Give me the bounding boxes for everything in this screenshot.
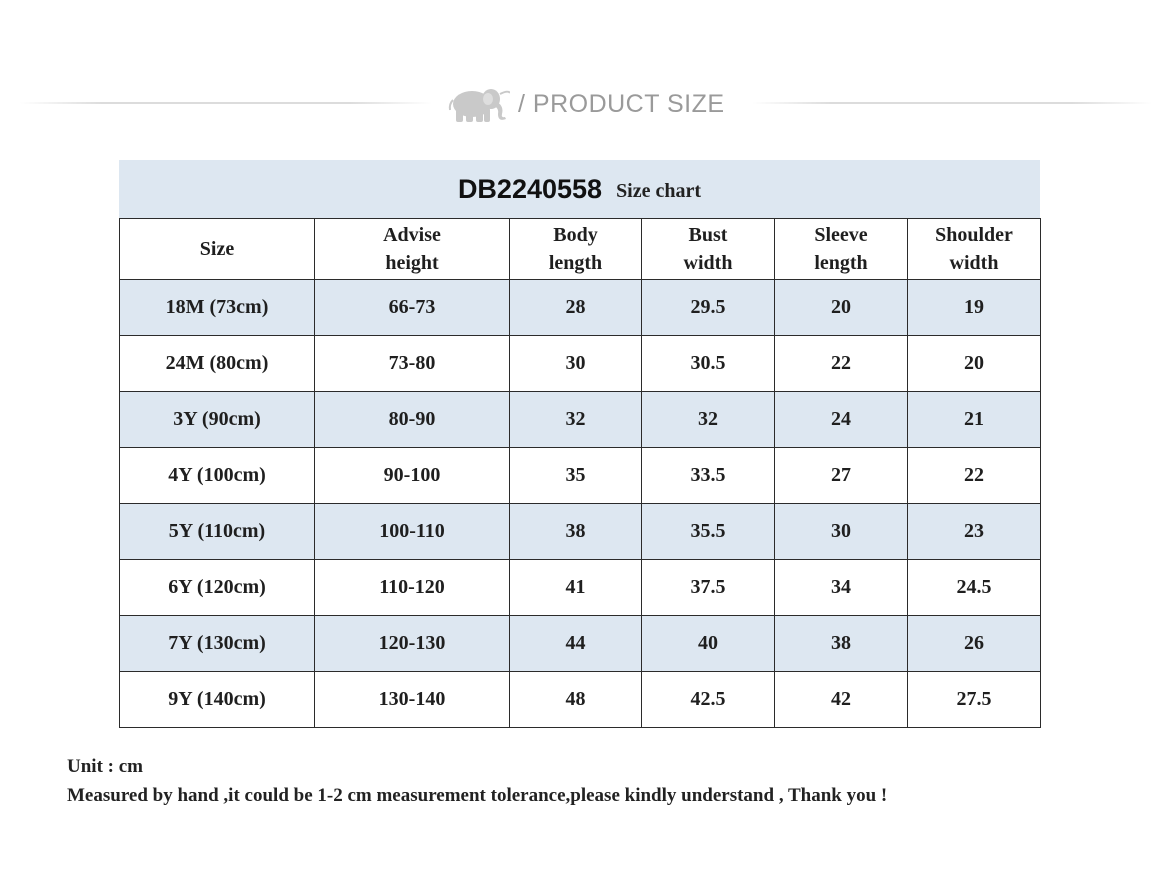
table-cell: 42.5 <box>642 672 775 728</box>
table-cell: 44 <box>510 616 642 672</box>
table-row <box>120 336 1041 392</box>
table-cell: 29.5 <box>642 280 775 336</box>
table-cell: 35 <box>510 448 642 504</box>
column-header: Body length <box>510 219 642 280</box>
table-cell: 110-120 <box>315 560 510 616</box>
table-cell: 130-140 <box>315 672 510 728</box>
table-cell: 27.5 <box>908 672 1041 728</box>
table-row <box>120 448 1041 504</box>
size-chart-label: Size chart <box>616 179 702 202</box>
table-cell: 37.5 <box>642 560 775 616</box>
table-cell: 4Y (100cm) <box>120 448 315 504</box>
table-cell: 38 <box>510 504 642 560</box>
table-row <box>120 616 1041 672</box>
table-row <box>120 504 1041 560</box>
table-cell: 120-130 <box>315 616 510 672</box>
table-row <box>120 392 1041 448</box>
table-cell: 30.5 <box>642 336 775 392</box>
table-cell: 24 <box>775 392 908 448</box>
table-cell: 22 <box>775 336 908 392</box>
header-rule-left <box>20 102 432 104</box>
table-cell: 90-100 <box>315 448 510 504</box>
table-cell: 30 <box>775 504 908 560</box>
product-size-title: / PRODUCT SIZE <box>518 89 725 118</box>
model-number: DB2240558 <box>457 173 603 204</box>
table-cell: 27 <box>775 448 908 504</box>
table-row <box>120 280 1041 336</box>
section-header <box>0 78 1170 128</box>
table-cell: 34 <box>775 560 908 616</box>
elephant-icon <box>444 84 510 124</box>
table-cell: 20 <box>908 336 1041 392</box>
table-row <box>120 560 1041 616</box>
table-cell: 42 <box>775 672 908 728</box>
column-header: Size <box>120 219 315 280</box>
header-rule-right <box>752 102 1152 104</box>
unit-note: Unit : cm <box>67 756 143 777</box>
table-cell: 38 <box>775 616 908 672</box>
table-cell: 41 <box>510 560 642 616</box>
measurement-notes <box>67 752 887 810</box>
header-brand <box>444 84 725 124</box>
tolerance-note: Measured by hand ,it could be 1-2 cm measurement tolerance,please kindly understand , Thank you ! <box>67 785 888 806</box>
column-header: Advise height <box>315 219 510 280</box>
table-cell: 24M (80cm) <box>120 336 315 392</box>
size-table <box>119 218 1041 728</box>
table-cell: 19 <box>908 280 1041 336</box>
table-cell: 24.5 <box>908 560 1041 616</box>
table-header-row <box>120 219 1041 280</box>
table-cell: 9Y (140cm) <box>120 672 315 728</box>
table-cell: 66-73 <box>315 280 510 336</box>
size-chart-heading <box>119 160 1040 218</box>
column-header: Sleeve length <box>775 219 908 280</box>
table-cell: 32 <box>642 392 775 448</box>
table-cell: 32 <box>510 392 642 448</box>
table-cell: 6Y (120cm) <box>120 560 315 616</box>
table-cell: 48 <box>510 672 642 728</box>
table-cell: 20 <box>775 280 908 336</box>
table-cell: 80-90 <box>315 392 510 448</box>
table-cell: 5Y (110cm) <box>120 504 315 560</box>
table-cell: 21 <box>908 392 1041 448</box>
table-cell: 33.5 <box>642 448 775 504</box>
table-cell: 73-80 <box>315 336 510 392</box>
column-header: Shoulder width <box>908 219 1041 280</box>
table-cell: 7Y (130cm) <box>120 616 315 672</box>
table-row <box>120 672 1041 728</box>
table-cell: 26 <box>908 616 1041 672</box>
table-cell: 30 <box>510 336 642 392</box>
table-cell: 23 <box>908 504 1041 560</box>
table-cell: 40 <box>642 616 775 672</box>
table-cell: 3Y (90cm) <box>120 392 315 448</box>
table-cell: 18M (73cm) <box>120 280 315 336</box>
table-cell: 100-110 <box>315 504 510 560</box>
table-cell: 22 <box>908 448 1041 504</box>
table-cell: 35.5 <box>642 504 775 560</box>
column-header: Bust width <box>642 219 775 280</box>
table-cell: 28 <box>510 280 642 336</box>
